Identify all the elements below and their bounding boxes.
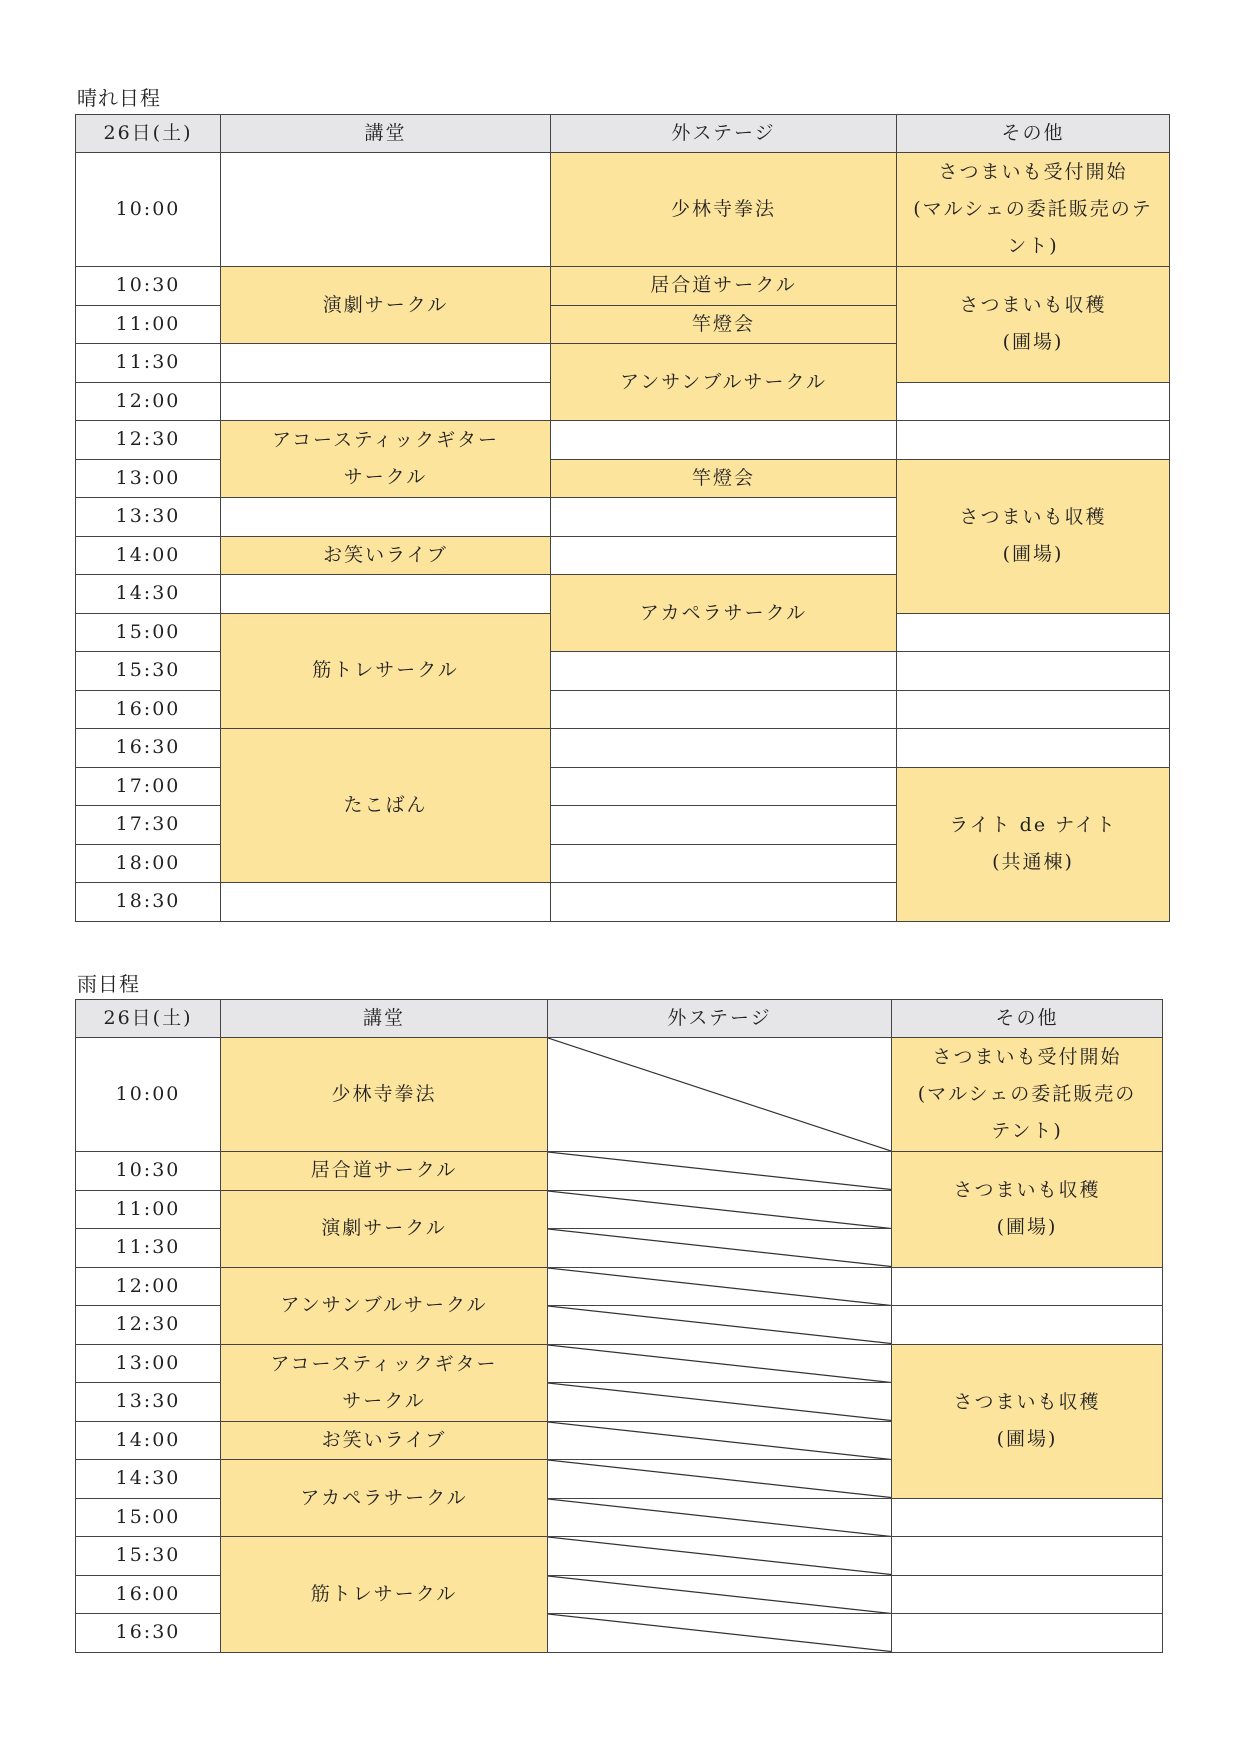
harvest-line-1: さつまいも収穫 — [959, 506, 1107, 528]
acoustic-line-2: サークル — [342, 1389, 426, 1412]
diagonal-strike — [548, 1383, 891, 1421]
other-empty-cell — [892, 1306, 1163, 1345]
stage-empty-cell — [551, 767, 897, 806]
other-empty-cell — [892, 1267, 1163, 1306]
stage-empty-cell — [551, 652, 897, 691]
header-row — [76, 115, 1170, 153]
header-hall: 講堂 — [221, 1000, 548, 1038]
sunny-schedule-title: 晴れ日程 — [77, 86, 161, 110]
header-date: 26日(土) — [76, 1000, 221, 1038]
stage-unavailable-cell — [548, 1383, 892, 1422]
time-cell: 14:00 — [76, 536, 221, 575]
stage-unavailable-cell — [548, 1614, 892, 1653]
time-cell: 17:00 — [76, 767, 221, 806]
stage-unavailable-cell — [548, 1575, 892, 1614]
other-empty-cell — [892, 1575, 1163, 1614]
stage-empty-cell — [551, 729, 897, 768]
reception-line-2: (マルシェの委託販売の — [917, 1083, 1137, 1105]
time-cell: 13:00 — [76, 1344, 221, 1383]
hall-kintore: 筋トレサークル — [221, 613, 551, 729]
header-outdoor-stage: 外ステージ — [551, 115, 897, 153]
other-empty-cell — [897, 652, 1170, 691]
stage-kanto: 竿燈会 — [551, 459, 897, 498]
hall-owarai: お笑いライブ — [221, 536, 551, 575]
light-line-1: ライト de ナイト — [949, 814, 1117, 836]
time-cell: 14:30 — [76, 575, 221, 614]
stage-unavailable-cell — [548, 1267, 892, 1306]
acoustic-line-2: サークル — [343, 466, 428, 488]
other-empty-cell — [897, 613, 1170, 652]
other-empty-cell — [897, 421, 1170, 460]
stage-empty-cell — [551, 883, 897, 922]
stage-empty-cell — [551, 844, 897, 883]
diagonal-strike — [548, 1345, 891, 1383]
header-outdoor-stage: 外ステージ — [548, 1000, 892, 1038]
stage-unavailable-cell — [548, 1038, 892, 1152]
time-cell: 12:30 — [76, 421, 221, 460]
time-cell: 13:30 — [76, 498, 221, 537]
other-empty-cell — [897, 729, 1170, 768]
diagonal-strike — [548, 1268, 891, 1306]
acoustic-line-1: アコースティックギター — [270, 1352, 498, 1375]
reception-line-2: (マルシェの委託販売のテ — [913, 198, 1153, 220]
time-cell: 12:00 — [76, 1267, 221, 1306]
time-cell: 10:30 — [76, 1152, 221, 1191]
time-cell: 13:30 — [76, 1383, 221, 1422]
reception-line-3: ント) — [1007, 235, 1059, 257]
harvest-line-2: (圃場) — [1002, 543, 1064, 565]
header-other: その他 — [897, 115, 1170, 153]
stage-unavailable-cell — [548, 1190, 892, 1229]
acoustic-line-1: アコースティックギター — [271, 429, 499, 451]
table-row — [76, 1267, 1163, 1306]
stage-unavailable-cell — [548, 1421, 892, 1460]
other-empty-cell — [897, 382, 1170, 421]
harvest-line-2: (圃場) — [996, 1216, 1058, 1239]
time-cell: 11:30 — [76, 1229, 221, 1268]
rainy-schedule-table — [75, 999, 1163, 1653]
table-row — [76, 1537, 1163, 1576]
harvest-line-2: (圃場) — [1002, 331, 1064, 354]
other-harvest-2 — [897, 459, 1170, 613]
time-cell: 15:00 — [76, 1498, 221, 1537]
time-cell: 15:00 — [76, 613, 221, 652]
time-cell: 14:00 — [76, 1421, 221, 1460]
hall-engeki: 演劇サークル — [221, 267, 551, 344]
time-cell: 10:30 — [76, 267, 221, 306]
header-other: その他 — [892, 1000, 1163, 1038]
stage-unavailable-cell — [548, 1152, 892, 1191]
harvest-line-1: さつまいも収穫 — [953, 1179, 1101, 1202]
diagonal-strike — [548, 1614, 891, 1652]
diagonal-strike — [548, 1576, 891, 1614]
table-row — [76, 153, 1170, 267]
time-cell: 16:00 — [76, 690, 221, 729]
hall-acappella: アカペラサークル — [221, 1460, 548, 1537]
stage-empty-cell — [551, 690, 897, 729]
hall-shorinji: 少林寺拳法 — [221, 1038, 548, 1152]
time-cell: 15:30 — [76, 1537, 221, 1576]
time-cell: 16:30 — [76, 729, 221, 768]
time-cell: 13:00 — [76, 459, 221, 498]
table-row — [76, 729, 1170, 768]
header-date: 26日(土) — [76, 115, 221, 153]
stage-empty-cell — [551, 536, 897, 575]
diagonal-strike — [548, 1537, 891, 1575]
stage-shorinji: 少林寺拳法 — [551, 153, 897, 267]
stage-unavailable-cell — [548, 1306, 892, 1345]
table-row — [76, 1344, 1163, 1383]
diagonal-strike — [548, 1152, 891, 1190]
table-row — [76, 1152, 1163, 1191]
sunny-schedule-table — [75, 114, 1170, 922]
diagonal-strike — [548, 1038, 891, 1151]
other-harvest-2 — [892, 1344, 1163, 1498]
hall-engeki: 演劇サークル — [221, 1190, 548, 1267]
other-empty-cell — [897, 690, 1170, 729]
time-cell: 18:30 — [76, 883, 221, 922]
hall-empty-cell — [221, 575, 551, 614]
hall-owarai: お笑いライブ — [221, 1421, 548, 1460]
light-line-2: (共通棟) — [992, 851, 1074, 873]
table-row — [76, 1038, 1163, 1152]
time-cell: 11:00 — [76, 305, 221, 344]
stage-unavailable-cell — [548, 1229, 892, 1268]
time-cell: 15:30 — [76, 652, 221, 691]
time-cell: 17:30 — [76, 806, 221, 845]
hall-ensemble: アンサンブルサークル — [221, 1267, 548, 1344]
reception-line-1: さつまいも受付開始 — [938, 161, 1128, 183]
diagonal-strike — [548, 1422, 891, 1460]
hall-iaido: 居合道サークル — [221, 1152, 548, 1191]
stage-unavailable-cell — [548, 1344, 892, 1383]
hall-empty-cell — [221, 382, 551, 421]
harvest-line-1: さつまいも収穫 — [953, 1391, 1101, 1413]
diagonal-strike — [548, 1460, 891, 1498]
time-cell: 18:00 — [76, 844, 221, 883]
other-harvest-1 — [892, 1152, 1163, 1268]
rainy-schedule-title: 雨日程 — [77, 972, 140, 996]
stage-unavailable-cell — [548, 1498, 892, 1537]
table-row — [76, 421, 1170, 460]
time-cell: 10:00 — [76, 153, 221, 267]
other-empty-cell — [892, 1614, 1163, 1653]
time-cell: 16:00 — [76, 1575, 221, 1614]
hall-empty-cell — [221, 498, 551, 537]
diagonal-strike — [548, 1191, 891, 1229]
time-cell: 12:00 — [76, 382, 221, 421]
harvest-line-2: (圃場) — [996, 1428, 1058, 1450]
other-empty-cell — [892, 1498, 1163, 1537]
harvest-line-1: さつまいも収穫 — [959, 294, 1107, 317]
hall-takoban: たこばん — [221, 729, 551, 883]
stage-acappella: アカペラサークル — [551, 575, 897, 652]
stage-empty-cell — [551, 421, 897, 460]
stage-iaido: 居合道サークル — [551, 267, 897, 306]
header-row — [76, 1000, 1163, 1038]
other-empty-cell — [892, 1537, 1163, 1576]
time-cell: 11:30 — [76, 344, 221, 383]
hall-acoustic — [221, 1344, 548, 1421]
diagonal-strike — [548, 1229, 891, 1267]
hall-empty-cell — [221, 153, 551, 267]
diagonal-strike — [548, 1306, 891, 1344]
stage-unavailable-cell — [548, 1537, 892, 1576]
hall-acoustic — [221, 421, 551, 498]
diagonal-strike — [548, 1499, 891, 1537]
other-reception — [897, 153, 1170, 267]
stage-ensemble: アンサンブルサークル — [551, 344, 897, 421]
other-light-de-night — [897, 767, 1170, 921]
time-cell: 11:00 — [76, 1190, 221, 1229]
time-cell: 12:30 — [76, 1306, 221, 1345]
reception-line-3: テント) — [991, 1120, 1063, 1142]
reception-line-1: さつまいも受付開始 — [932, 1046, 1122, 1068]
table-row — [76, 267, 1170, 306]
stage-kanto: 竿燈会 — [551, 305, 897, 344]
stage-unavailable-cell — [548, 1460, 892, 1499]
header-hall: 講堂 — [221, 115, 551, 153]
hall-empty-cell — [221, 344, 551, 383]
other-harvest-1 — [897, 267, 1170, 383]
time-cell: 16:30 — [76, 1614, 221, 1653]
hall-kintore: 筋トレサークル — [221, 1537, 548, 1653]
time-cell: 14:30 — [76, 1460, 221, 1499]
other-reception — [892, 1038, 1163, 1152]
hall-empty-cell — [221, 883, 551, 922]
time-cell: 10:00 — [76, 1038, 221, 1152]
stage-empty-cell — [551, 806, 897, 845]
stage-empty-cell — [551, 498, 897, 537]
